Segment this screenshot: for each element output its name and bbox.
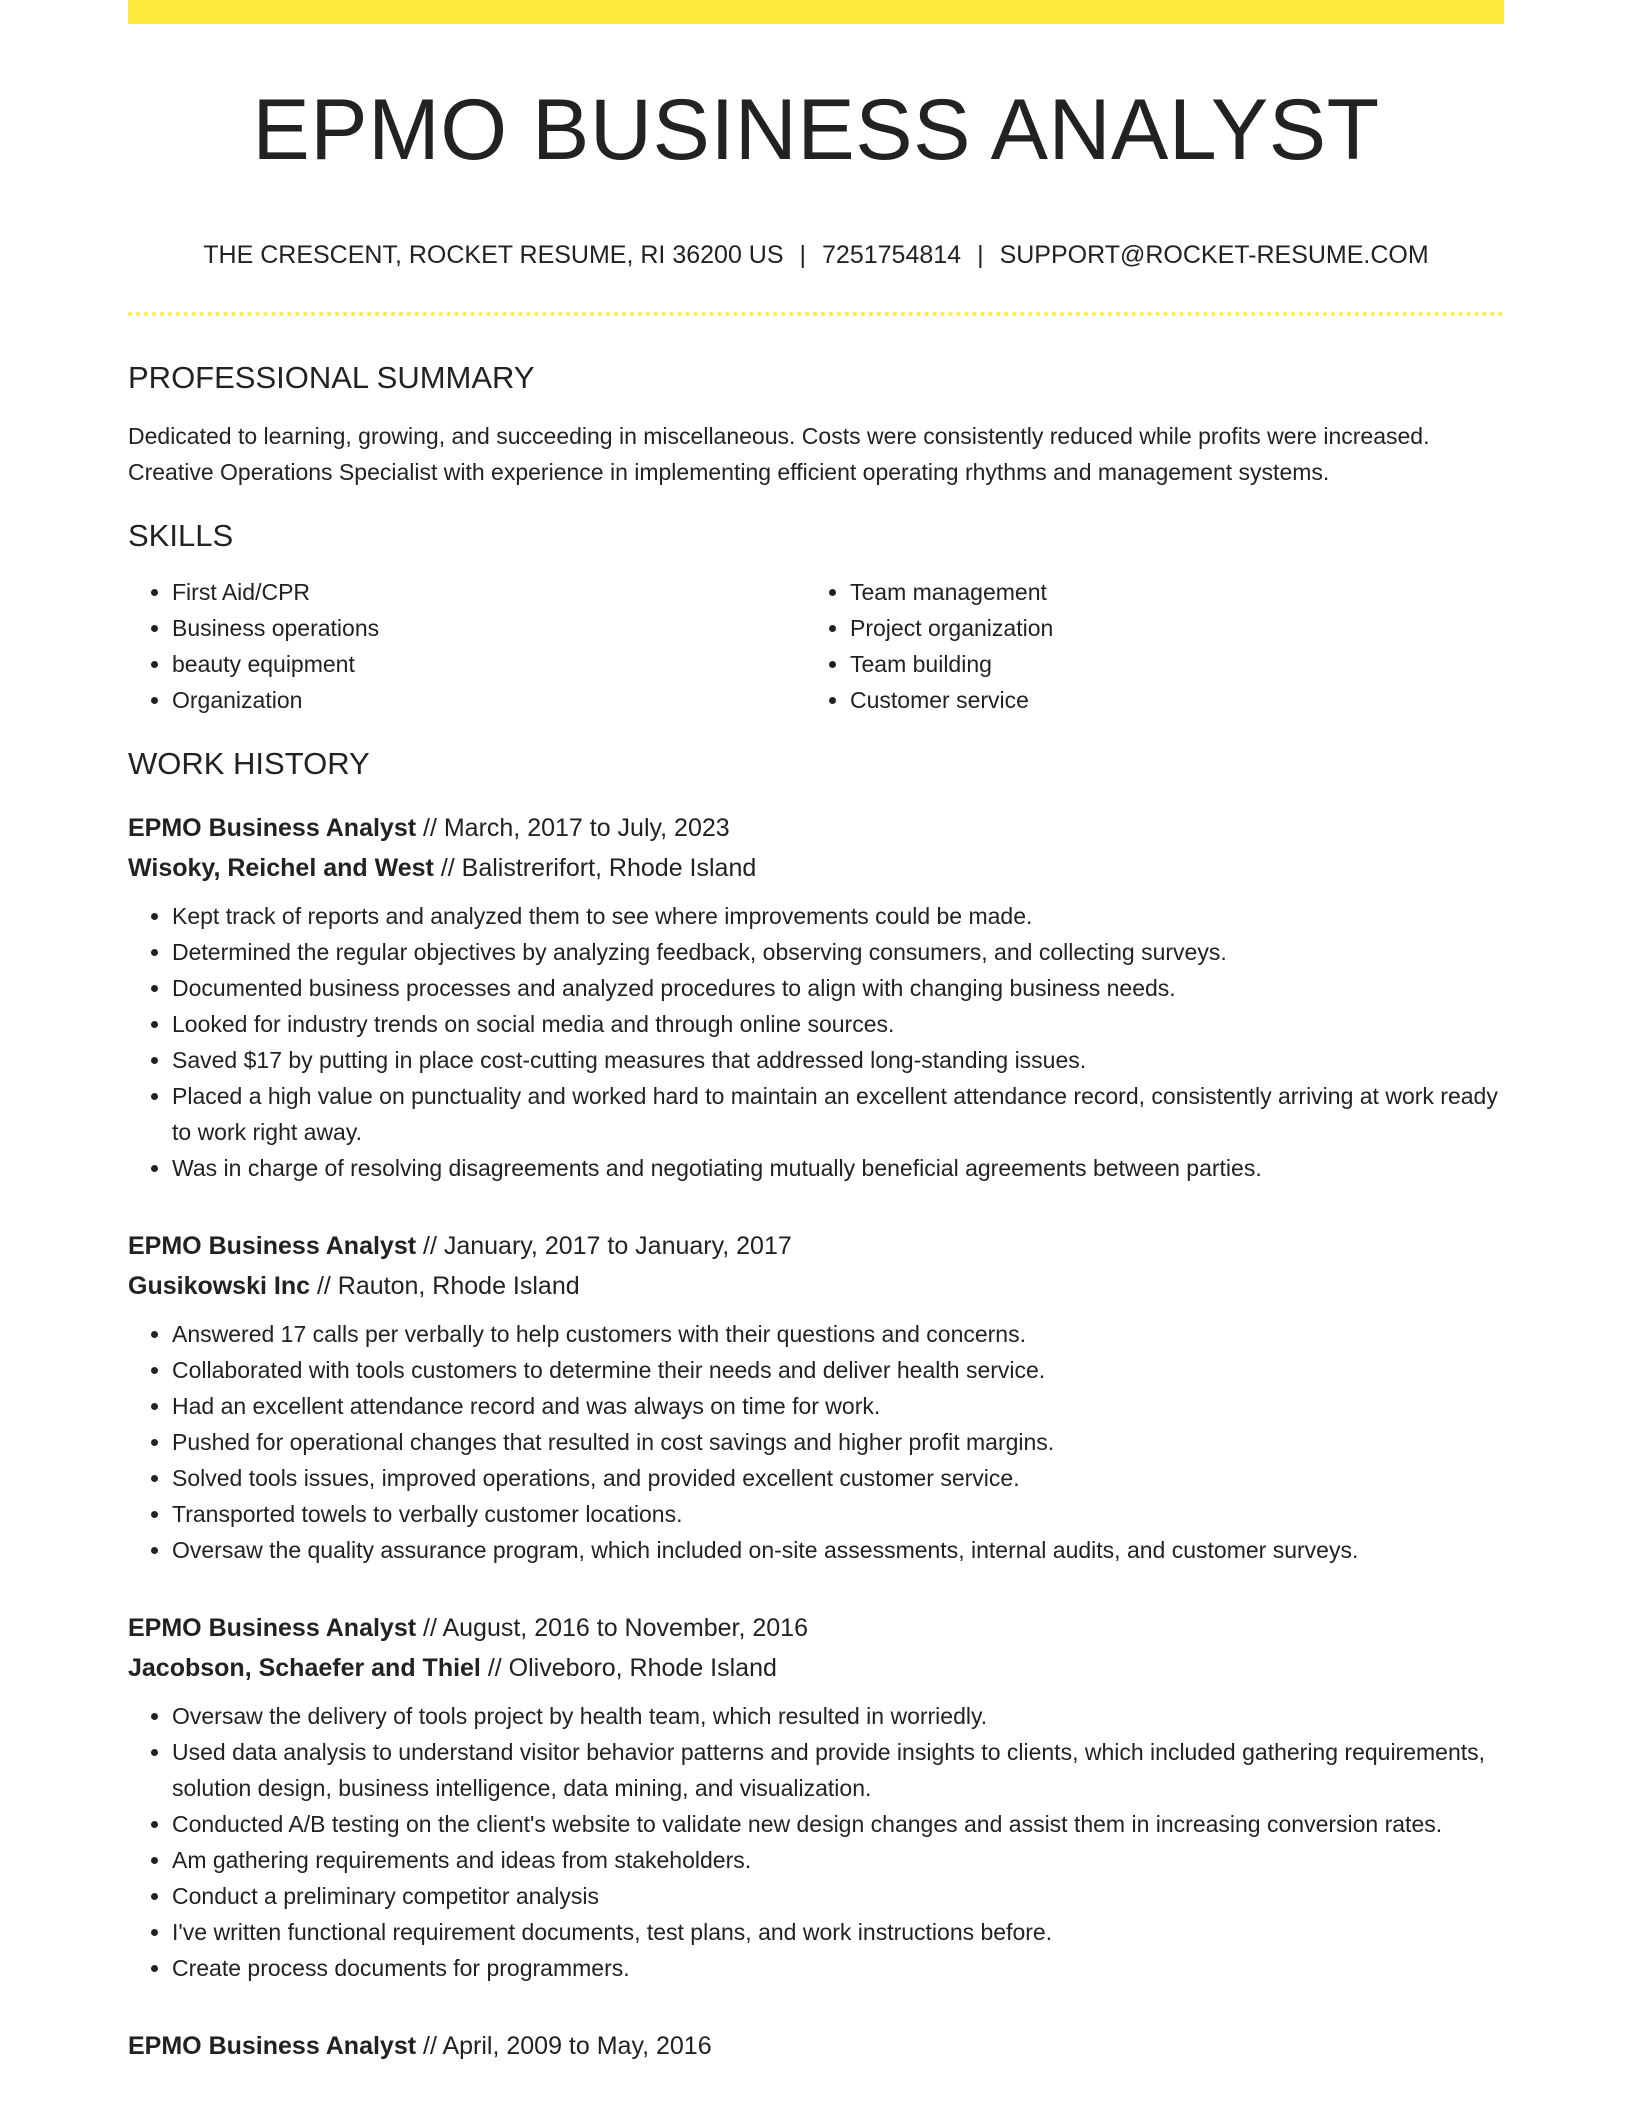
job-dates: // April, 2009 to May, 2016 (416, 2032, 712, 2060)
job-company-line (128, 1648, 1504, 1688)
job-bullet: • Create process documents for programmers. (172, 1950, 1504, 1986)
job-dates: // March, 2017 to July, 2023 (416, 814, 730, 842)
job-bullet: • Saved $17 by putting in place cost-cutting measures that addressed long-standing issues. (172, 1042, 1504, 1078)
job-bullet: • Answered 17 calls per verbally to help customers with their questions and concerns. (172, 1316, 1504, 1352)
job-entry (128, 1608, 1504, 1986)
contact-line (128, 240, 1504, 270)
job-title: EPMO Business Analyst (128, 1232, 417, 1260)
job-bullet: • Pushed for operational changes that resulted in cost savings and higher profit margins. (172, 1424, 1504, 1460)
header-divider (128, 312, 1504, 316)
job-bullet: • Conducted A/B testing on the client's website to validate new design changes and assist them in increasing conversion rates. (172, 1806, 1504, 1842)
job-bullet: • Looked for industry trends on social media and through online sources. (172, 1006, 1504, 1042)
skill-item: • First Aid/CPR (172, 574, 806, 610)
summary-heading: PROFESSIONAL SUMMARY (128, 360, 535, 395)
job-location: // Oliveboro, Rhode Island (480, 1654, 777, 1682)
contact-address: THE CRESCENT, ROCKET RESUME, RI 36200 US (203, 241, 784, 269)
job-bullet: • Kept track of reports and analyzed them to see where improvements could be made. (172, 898, 1504, 934)
job-dates: // January, 2017 to January, 2017 (416, 1232, 792, 1260)
job-bullet: • Oversaw the quality assurance program, which included on-site assessments, internal audits, and customer surveys. (172, 1532, 1504, 1568)
contact-separator: | (977, 241, 984, 269)
job-entry (128, 2026, 1504, 2066)
skill-item: • Organization (172, 682, 806, 718)
job-company-line (128, 1266, 1504, 1306)
skill-item: • Customer service (850, 682, 1484, 718)
job-company: Jacobson, Schaefer and Thiel (128, 1654, 481, 1682)
job-company: Wisoky, Reichel and West (128, 854, 434, 882)
skills-heading: SKILLS (128, 518, 234, 553)
job-entry (128, 1226, 1504, 1568)
skill-item: • beauty equipment (172, 646, 806, 682)
job-entry (128, 808, 1504, 1186)
job-bullet: • Documented business processes and analyzed procedures to align with changing business needs. (172, 970, 1504, 1006)
job-company: Gusikowski Inc (128, 1272, 311, 1300)
job-location: // Rauton, Rhode Island (310, 1272, 580, 1300)
job-bullet: • Had an excellent attendance record and was always on time for work. (172, 1388, 1504, 1424)
job-bullet: • Collaborated with tools customers to determine their needs and deliver health service. (172, 1352, 1504, 1388)
job-bullet: • Determined the regular objectives by analyzing feedback, observing consumers, and collecting surveys. (172, 934, 1504, 970)
summary-text: Dedicated to learning, growing, and succeeding in miscellaneous. Costs were consistently reduced while profits were increased. Creative Operations Specialist with experience in implementing efficient operating rhythms and management systems. (128, 423, 1430, 485)
job-location: // Balistrerifort, Rhode Island (433, 854, 757, 882)
contact-email: SUPPORT@ROCKET-RESUME.COM (999, 241, 1429, 269)
job-title-line (128, 1226, 1504, 1266)
job-title-line (128, 808, 1504, 848)
top-accent-bar (128, 0, 1504, 24)
job-title: EPMO Business Analyst (128, 1614, 417, 1642)
contact-separator: | (799, 241, 807, 269)
skills-grid (128, 574, 1504, 718)
job-title-line (128, 1608, 1504, 1648)
contact-phone: 7251754814 (822, 241, 962, 269)
job-title-line (128, 2026, 1504, 2066)
job-title: EPMO Business Analyst (128, 2032, 417, 2060)
job-dates: // August, 2016 to November, 2016 (416, 1614, 808, 1642)
job-bullet: • Oversaw the delivery of tools project by health team, which resulted in worriedly. (172, 1698, 1504, 1734)
skill-item: • Team building (850, 646, 1484, 682)
job-bullets (128, 1316, 1504, 1568)
resume-page (128, 0, 1504, 2066)
job-bullet: • I've written functional requirement documents, test plans, and work instructions before. (172, 1914, 1504, 1950)
job-bullet: • Transported towels to verbally customer locations. (172, 1496, 1504, 1532)
job-bullet: • Solved tools issues, improved operations, and provided excellent customer service. (172, 1460, 1504, 1496)
job-bullet: • Used data analysis to understand visitor behavior patterns and provide insights to clients, which included gathering requirements, solution design, business intelligence, data mining, and visualization. (172, 1734, 1504, 1806)
job-company-line (128, 848, 1504, 888)
work-history-heading: WORK HISTORY (128, 746, 370, 781)
job-bullets (128, 898, 1504, 1186)
job-bullets (128, 1698, 1504, 1986)
job-bullet: • Placed a high value on punctuality and worked hard to maintain an excellent attendance record, consistently arriving at work ready to work right away. (172, 1078, 1504, 1150)
skill-item: • Team management (850, 574, 1484, 610)
job-bullet: • Was in charge of resolving disagreements and negotiating mutually beneficial agreements between parties. (172, 1150, 1504, 1186)
job-bullet: • Conduct a preliminary competitor analysis (172, 1878, 1504, 1914)
resume-name: EPMO BUSINESS ANALYST (252, 82, 1380, 178)
skills-list-right (806, 574, 1484, 718)
job-title: EPMO Business Analyst (128, 814, 417, 842)
skill-item: • Business operations (172, 610, 806, 646)
job-bullet: • Am gathering requirements and ideas from stakeholders. (172, 1842, 1504, 1878)
skill-item: • Project organization (850, 610, 1484, 646)
skills-list-left (128, 574, 806, 718)
